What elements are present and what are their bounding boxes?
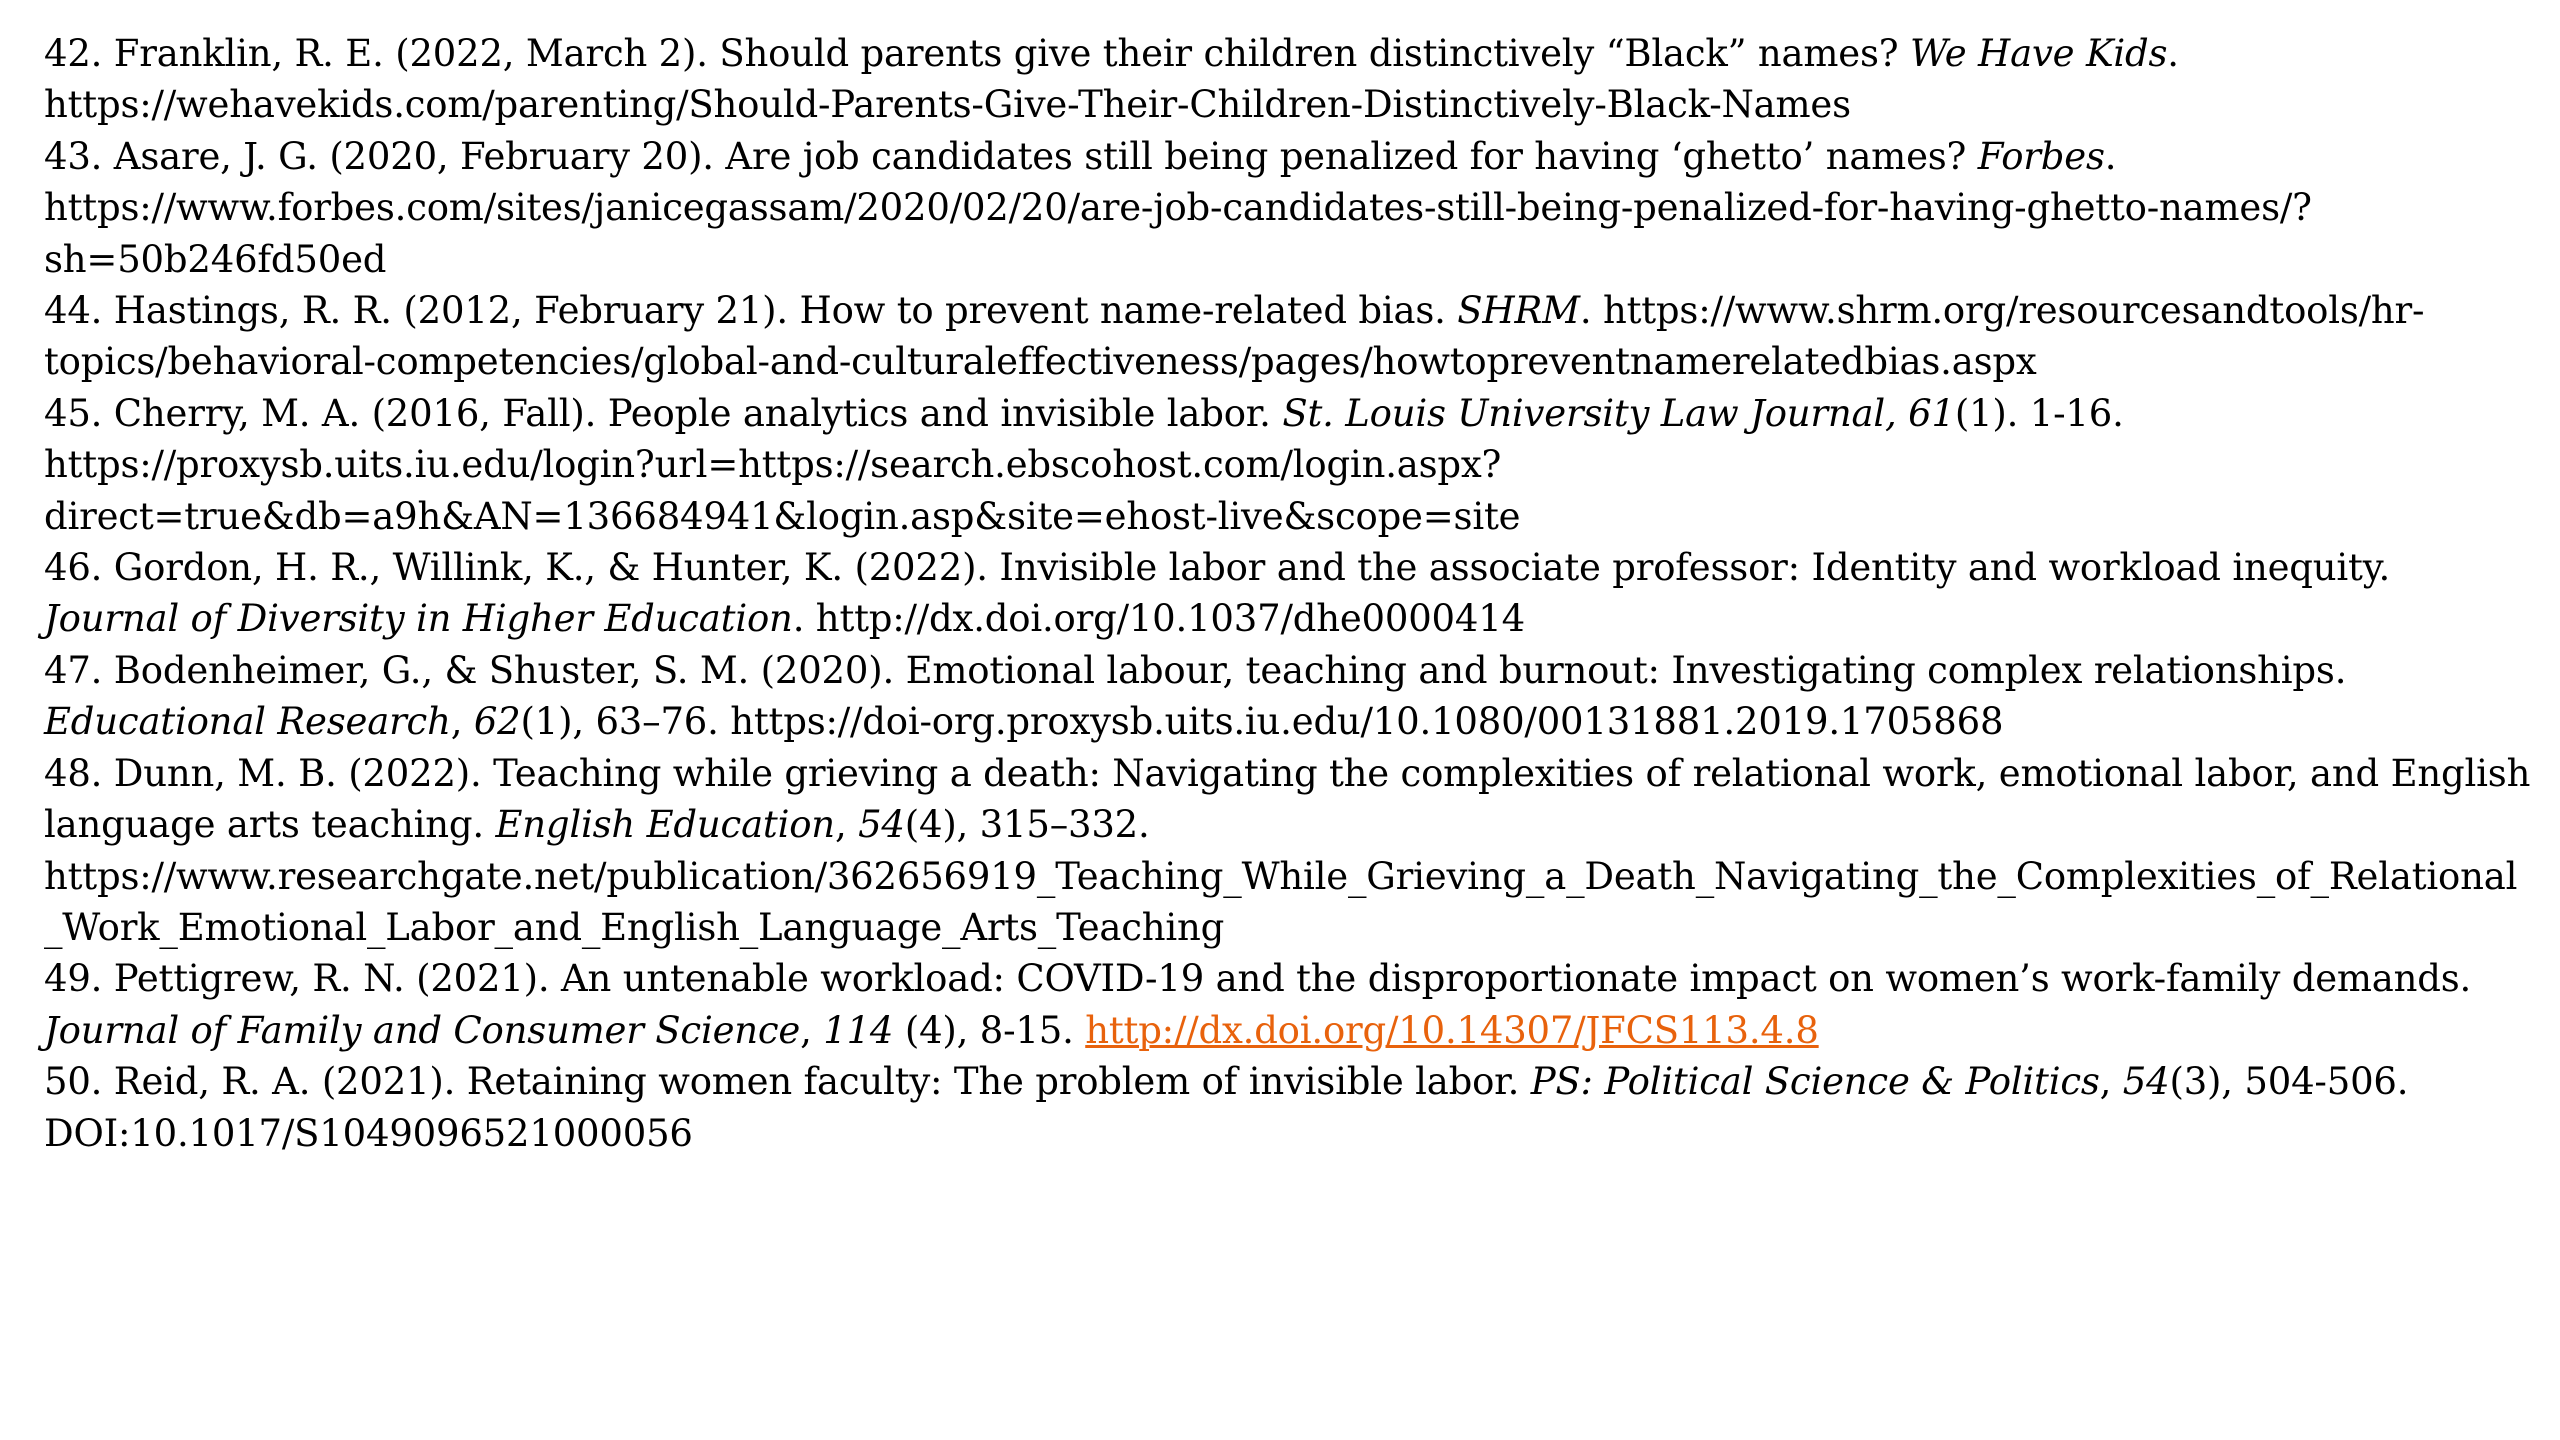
reference-text: ,: [800, 1008, 824, 1052]
reference-text: 44. Hastings, R. R. (2012, February 21). How to prevent name-related bias.: [44, 289, 1458, 333]
reference-text: 48. Dunn, M. B. (2022). Teaching while grieving a death: Navigating the complexities of relational work, emotional labor, and English language arts teaching.: [44, 751, 2531, 847]
reference-text: 42. Franklin, R. E. (2022, March 2). Should parents give their children distinctively “Black” names?: [44, 32, 1910, 75]
reference-italic-text: English Education: [495, 803, 835, 847]
reference-text: . https://www.forbes.com/sites/janicegassam/2020/02/20/are-job-candidates-still-being-penalized-for-having-ghetto-names/?sh=50b246fd50ed: [44, 134, 2312, 281]
reference-text: (1). 1-16. https://proxysb.uits.iu.edu/login?url=https://search.ebscohost.com/login.aspx?direct=true&db=a9h&AN=136684941&login.asp&site=ehost-live&scope=site: [44, 391, 2124, 538]
reference-text: (4), 8-15.: [893, 1008, 1086, 1052]
reference-doi-link[interactable]: http://dx.doi.org/10.14307/JFCS113.4.8: [1085, 1008, 1819, 1052]
reference-text: (1), 63–76. https://doi-org.proxysb.uits.iu.edu/10.1080/00131881.2019.1705868: [520, 700, 2004, 744]
reference-text: . https://wehavekids.com/parenting/Should-Parents-Give-Their-Children-Distinctively-Black-Names: [44, 32, 2179, 127]
reference-italic-text: Forbes: [1977, 134, 2105, 178]
reference-italic-text: 54: [2122, 1060, 2170, 1104]
reference-text: ,: [450, 700, 474, 744]
reference-italic-text: 54: [858, 803, 905, 847]
reference-italic-text: Journal of Diversity in Higher Education: [44, 597, 793, 641]
reference-italic-text: St. Louis University Law Journal, 61: [1282, 391, 1955, 435]
reference-italic-text: PS: Political Science & Politics: [1530, 1060, 2100, 1104]
reference-list: [44, 28, 2534, 1159]
reference-50: [44, 1056, 2534, 1159]
reference-italic-text: Educational Research: [44, 700, 451, 744]
reference-text: ,: [834, 803, 859, 847]
reference-48: [44, 748, 2534, 954]
reference-text: 47. Bodenheimer, G., & Shuster, S. M. (2020). Emotional labour, teaching and burnout: Investigating complex relationships.: [44, 648, 2347, 692]
reference-text: 45. Cherry, M. A. (2016, Fall). People analytics and invisible labor.: [44, 391, 1283, 435]
reference-42: [44, 28, 2534, 131]
reference-43: [44, 131, 2534, 285]
reference-text: 50. Reid, R. A. (2021). Retaining women faculty: The problem of invisible labor.: [44, 1060, 1531, 1104]
reference-text: 49. Pettigrew, R. N. (2021). An untenable workload: COVID-19 and the disproportionate impact on women’s work-family demands.: [44, 957, 2472, 1001]
reference-45: [44, 388, 2534, 542]
reference-italic-text: SHRM: [1457, 289, 1580, 333]
reference-49: [44, 953, 2534, 1056]
reference-46: [44, 542, 2534, 645]
reference-text: . http://dx.doi.org/10.1037/dhe0000414: [792, 597, 1525, 641]
reference-text: 46. Gordon, H. R., Willink, K., & Hunter, K. (2022). Invisible labor and the associate professor: Identity and workload inequity.: [44, 546, 2391, 590]
reference-italic-text: 114: [823, 1008, 894, 1052]
reference-text: . https://www.shrm.org/resourcesandtools/hr-topics/behavioral-competencies/global-and-culturaleffectiveness/pages/howtopreventnamerelatedbias.aspx: [44, 289, 2425, 384]
reference-text: ,: [2099, 1060, 2123, 1104]
reference-text: 43. Asare, J. G. (2020, February 20). Are job candidates still being penalized for having ‘ghetto’ names?: [44, 134, 1978, 178]
reference-italic-text: Journal of Family and Consumer Science: [44, 1008, 801, 1052]
reference-44: [44, 285, 2534, 388]
reference-text: (4), 315–332. https://www.researchgate.net/publication/362656919_Teaching_While_Grieving_a_Death_Navigating_the_Complexities_of_Relational_Work_Emotional_Labor_and_English_Language_Arts_Teaching: [44, 803, 2518, 949]
reference-italic-text: We Have Kids: [1909, 32, 2168, 75]
reference-italic-text: 62: [473, 700, 521, 744]
reference-text: (3), 504-506. DOI:10.1017/S1049096521000056: [44, 1060, 2409, 1155]
reference-47: [44, 645, 2534, 748]
